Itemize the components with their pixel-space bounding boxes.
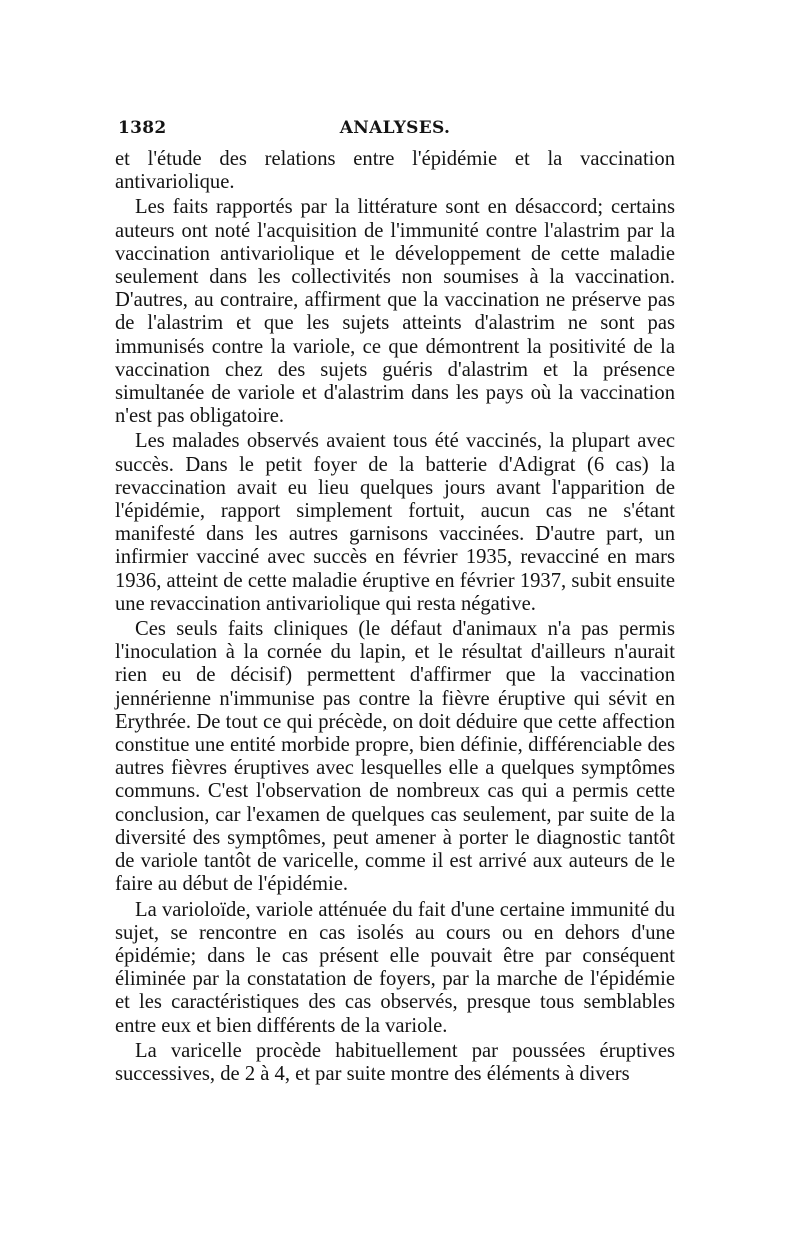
paragraph-literature: Les faits rapportés par la littérature sont en désaccord; certains auteurs ont noté l'acquisition de l'immunité contre l'alastrim par la vaccination antivariolique et le développement de cette maladie seulement dans les collectivités non soumises à la vaccination. D'autres, au contraire, affirment que la vaccination ne préserve pas de l'alastrim et que les sujets atteints d'alastrim ne sont pas immunisés contre la variole, ce que démontrent la positivité de la vaccination chez des sujets guéris d'alastrim et la présence simultanée de variole et d'alastrim dans les pays où la vaccination n'est pas obligatoire. <box>115 196 675 428</box>
paragraph-clinical-facts: Ces seuls faits cliniques (le défaut d'animaux n'a pas permis l'inoculation à la cornée du lapin, et le résultat d'ailleurs n'aurait rien eu de décisif) permettent d'affirmer que la vaccination jennérienne n'immunise pas contre la fièvre éruptive qui sévit en Erythrée. De tout ce qui précède, on doit déduire que cette affection constitue une entité morbide propre, bien définie, différenciable des autres fièvres éruptives avec lesquelles elle a quelques symptômes communs. C'est l'observation de nombreux cas qui a permis cette conclusion, car l'examen de quelques cas seulement, par suite de la diversité des symptômes, peut amener à porter le diagnostic tantôt de variole tantôt de varicelle, comme il est arrivé aux auteurs de le faire au début de l'épidémie. <box>115 618 675 896</box>
running-title: ANALYSES. <box>339 118 451 138</box>
paragraph-continuation: et l'étude des relations entre l'épidémie et la vaccination antivariolique. <box>115 148 675 194</box>
page-header <box>115 118 675 148</box>
page-number: 1382 <box>118 118 167 138</box>
paragraph-observed-patients: Les malades observés avaient tous été vaccinés, la plupart avec succès. Dans le petit foyer de la batterie d'Adigrat (6 cas) la revaccination avait eu lieu quelques jours avant l'apparition de l'épidémie, rapport simplement fortuit, aucun cas ne s'étant manifesté dans les autres garnisons vaccinées. D'autre part, un infirmier vacciné avec succès en février 1935, revacciné en mars 1936, atteint de cette maladie éruptive en février 1937, subit ensuite une revaccination antivariolique qui resta négative. <box>115 430 675 615</box>
article-body <box>115 148 675 1086</box>
page <box>115 118 675 1088</box>
paragraph-varicella: La varicelle procède habituellement par poussées éruptives successives, de 2 à 4, et par suite montre des éléments à divers <box>115 1039 675 1085</box>
paragraph-varioloid: La varioloïde, variole atténuée du fait d'une certaine immunité du sujet, se rencontre en cas isolés au cours ou en dehors d'une épidémie; dans le cas présent elle pouvait être par conséquent éliminée par la constatation de foyers, par la marche de l'épidémie et les caractéristiques des cas observés, presque tous semblables entre eux et bien différents de la variole. <box>115 898 675 1037</box>
